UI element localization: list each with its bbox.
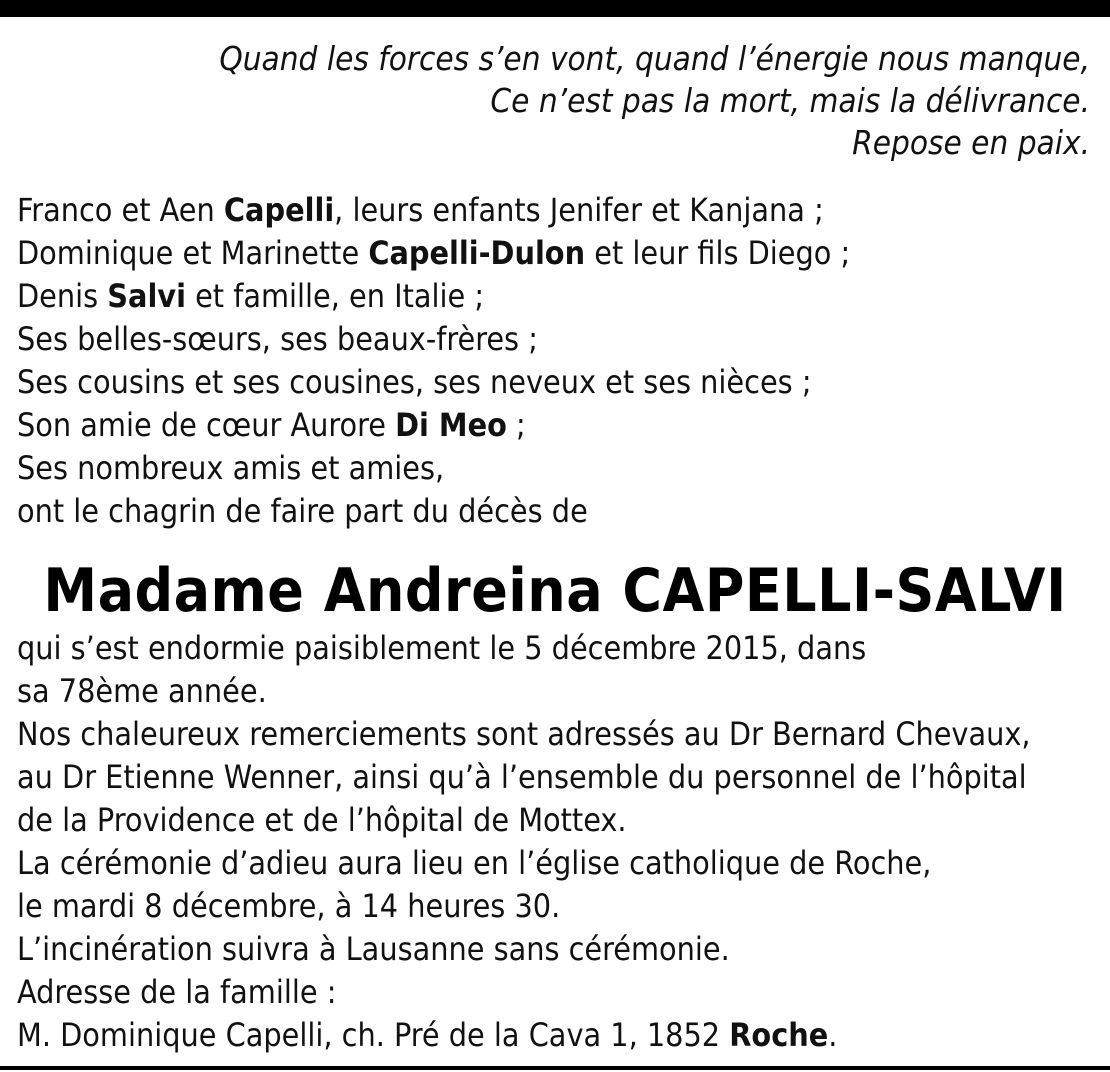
family-announcement (17, 189, 1097, 533)
bottom-border-rule (0, 1066, 1110, 1070)
epigraph-line: Quand les forces s’en vont, quand l’énergie nous manque, (219, 39, 1090, 78)
family-line: ont le chagrin de faire part du décès de (17, 492, 588, 530)
epigraph-line: Repose en paix. (852, 123, 1090, 162)
family-line: Franco et Aen Capelli, leurs enfants Jenifer et Kanjana ; (17, 191, 824, 229)
details-line: Adresse de la famille : (17, 973, 337, 1011)
details-line: Nos chaleureux remerciements sont adressés au Dr Bernard Chevaux, (17, 715, 1031, 753)
family-address-line: M. Dominique Capelli, ch. Pré de la Cava 1, 1852 Roche. (17, 1016, 838, 1054)
surname: Capelli (223, 191, 335, 229)
announcement-details (17, 627, 1097, 1057)
details-line: le mardi 8 décembre, à 14 heures 30. (17, 887, 561, 925)
surname: Capelli-Dulon (368, 234, 586, 272)
details-line: sa 78ème année. (17, 672, 267, 710)
details-line: qui s’est endormie paisiblement le 5 décembre 2015, dans (17, 629, 867, 667)
surname: Salvi (107, 277, 186, 315)
details-line: de la Providence et de l’hôpital de Mottex. (17, 801, 627, 839)
deceased-name-heading: Madame Andreina CAPELLI-SALVI (43, 556, 1067, 626)
family-line: Ses nombreux amis et amies, (17, 449, 445, 487)
family-line: Denis Salvi et famille, en Italie ; (17, 277, 485, 315)
family-line: Son amie de cœur Aurore Di Meo ; (17, 406, 526, 444)
town-name: Roche (729, 1016, 829, 1054)
epigraph-poem (90, 38, 1090, 164)
surname: Di Meo (395, 406, 507, 444)
details-line: La cérémonie d’adieu aura lieu en l’église catholique de Roche, (17, 844, 932, 882)
top-border-rule (0, 0, 1110, 17)
family-line: Ses belles-sœurs, ses beaux-frères ; (17, 320, 538, 358)
family-line: Dominique et Marinette Capelli-Dulon et leur fils Diego ; (17, 234, 851, 272)
details-line: L’incinération suivra à Lausanne sans cérémonie. (17, 930, 730, 968)
family-line: Ses cousins et ses cousines, ses neveux et ses nièces ; (17, 363, 812, 401)
details-line: au Dr Etienne Wenner, ainsi qu’à l’ensemble du personnel de l’hôpital (17, 758, 1027, 796)
epigraph-line: Ce n’est pas la mort, mais la délivrance. (490, 81, 1090, 120)
